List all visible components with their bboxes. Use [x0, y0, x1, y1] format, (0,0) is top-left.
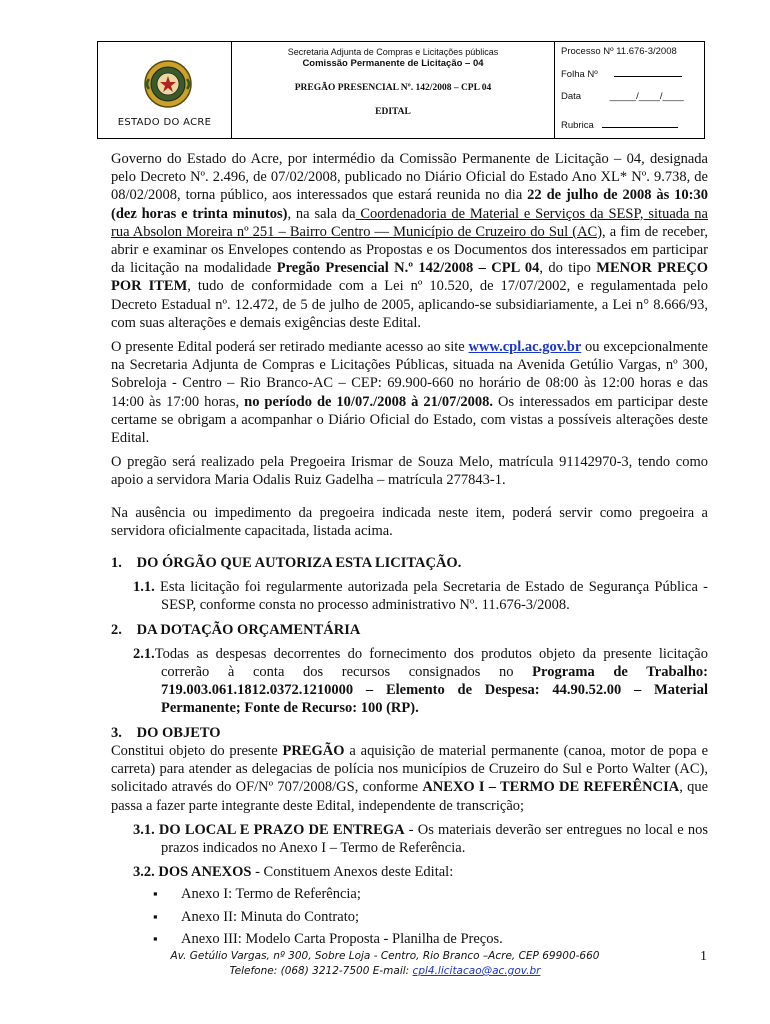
substitute-paragraph: Na ausência ou impedimento da pregoeira indicada neste item, poderá servir como pregoeira a servidora oficialmente capacitada, listada acima.	[111, 504, 708, 539]
pregoeira-paragraph: O pregão será realizado pela Pregoeira Irismar de Souza Melo, matrícula 91142970-3, tendo como apoio a servidora Maria Odalis Ruiz Gadelha – matrícula 277843-1.	[111, 454, 708, 489]
page-number: 1	[700, 949, 707, 964]
footer-address: Av. Getúlio Vargas, nº 300, Sobre Loja - Centro, Rio Branco –Acre, CEP 69900-660	[170, 950, 600, 962]
session-date: 22 de julho de 2008 às 10:30 (dez horas e trinta minutos)	[111, 187, 708, 222]
intro-paragraph: Governo do Estado do Acre, por intermédio da Comissão Permanente de Licitação – 04, designada pelo Decreto Nº. 2.496, de 07/02/2008, publicado no Diário Oficial do Estado Ano XL* Nº. 9.738, de 08/02/2008, torna público, aos interessados que estará reunida no dia 22 de julho de 2008 às 10:30 (dez horas e trinta minutos), na sala da Coordenadoria de Material e Serviços da SESP, situada na rua Absolon Moreira nº 251 – Bairro Centro — Município de Cruzeiro do Sul (AC), a fim de receber, abrir e examinar os Envelopes contendo as Propostas e os Documentos dos interessados em participar da licitação na modalidade Pregão Presencial N.º 142/2008 – CPL 04, do tipo MENOR PREÇO POR ITEM, tudo de conformidade com a Lei nº 10.520, de 17/07/2002, e regulamentada pelo Decreto Estadual nº. 12.472, de 5 de julho de 2005, aplicando-se subsidiariamente, a Lei n° 8.666/93, com suas alterações e demais exigências deste Edital.	[111, 151, 708, 331]
folha-blank	[614, 67, 682, 77]
data-blank: _____/____/____	[609, 91, 684, 102]
section-3-1: 3.1. DO LOCAL E PRAZO DE ENTREGA - Os materiais deverão ser entregues no local e nos prazos indicados no Anexo I – Termo de Referência.	[133, 821, 708, 856]
section-2-heading: 2. DA DOTAÇÃO ORÇAMENTÁRIA	[111, 621, 361, 638]
section-3-2: 3.2. DOS ANEXOS - Constituem Anexos deste Edital:	[133, 864, 454, 881]
section-1-heading: 1. DO ÓRGÃO QUE AUTORIZA ESTA LICITAÇÃO.	[111, 555, 462, 572]
list-item: ▪ Anexo III: Modelo Carta Proposta - Planilha de Preços.	[153, 930, 708, 948]
data-label: Data	[561, 91, 582, 102]
document-body	[111, 150, 708, 948]
header-control-cell	[555, 42, 704, 138]
agency-line: Secretaria Adjunta de Compras e Licitações públicas	[287, 47, 499, 57]
state-seal-icon	[143, 59, 193, 109]
rubrica-blank	[602, 118, 678, 128]
annex-reference: ANEXO I – TERMO DE REFERÊNCIA	[422, 779, 680, 796]
pregao-reference: Pregão Presencial N.º 142/2008 – CPL 04	[276, 260, 540, 277]
header-logo-cell	[98, 42, 232, 138]
document-header	[97, 41, 705, 139]
footer-email-link[interactable]: cpl4.licitacao@ac.gov.br	[412, 965, 541, 977]
edital-access-paragraph: O presente Edital poderá ser retirado mediante acesso ao site www.cpl.ac.gov.br ou excepcionalmente na Secretaria Adjunta de Compras e Licitações Públicas, situada na Avenida Getúlio Vargas, nº 300, Sobreloja - Centro – Rio Branco-AC – CEP: 69.900-660 no horário de 08:00 às 12:00 horas e das 14:00 às 17:00 horas, no período de 10/07./2008 à 21/07/2008. Os interessados em participar deste certame se obrigam a acompanhar o Diário Oficial do Estado, com vistas a possíveis alterações deste Edital.	[111, 339, 708, 447]
footer-contact: Telefone: (068) 3212-7500 E-mail: cpl4.licitacao@ac.gov.br	[229, 965, 541, 977]
tender-type: MENOR PREÇO POR ITEM	[111, 260, 708, 295]
rubrica-label: Rubrica	[561, 120, 594, 131]
header-title-cell	[232, 42, 555, 138]
pregao-line: PREGÃO PRESENCIAL Nº. 142/2008 – CPL 04	[294, 83, 492, 93]
session-location: Coordenadoria de Material e Serviços da SESP, situada na rua Absolon Moreira nº 251 – Bairro Centro — Município de Cruzeiro do Sul (AC),	[111, 205, 708, 240]
folha-field	[561, 67, 682, 80]
section-3-body: Constitui objeto do presente PREGÃO a aquisição de material permanente (canoa, motor de popa e carreta) para atender as delegacias de polícia nos municípios de Cruzeiro do Sul e Porto Walter (AC), solicitado através do OF/Nº 707/2008/GS, conforme ANEXO I – TERMO DE REFERÊNCIA, que passa a fazer parte integrante deste Edital, independente de transcrição;	[111, 742, 709, 814]
annex-list	[111, 885, 708, 948]
budget-allocation: Programa de Trabalho: 719.003.061.1812.0372.1210000 – Elemento de Despesa: 44.90.52.00 – Material Permanente; Fonte de Recurso: 100 (RP).	[161, 664, 708, 717]
folha-label: Folha Nº	[561, 69, 598, 80]
page-footer	[0, 949, 770, 979]
processo-number: Processo Nº 11.676-3/2008	[561, 46, 677, 57]
section-1-1: 1.1. Esta licitação foi regularmente autorizada pela Secretaria de Estado de Segurança Pública - SESP, conforme consta no processo administrativo Nº. 11.676-3/2008.	[133, 579, 708, 614]
list-item: ▪ Anexo I: Termo de Referência;	[153, 885, 708, 903]
section-2-1: 2.1.Todas as despesas decorrentes do fornecimento dos produtos objeto da presente licitação correrão à conta dos recursos consignados no Programa de Trabalho: 719.003.061.1812.0372.1210000 – Elemento de Despesa: 44.90.52.00 – Material Permanente; Fonte de Recurso: 100 (RP).	[133, 645, 708, 717]
section-3-heading: 3. DO OBJETO	[111, 724, 221, 741]
data-field	[561, 91, 684, 102]
list-item: ▪ Anexo II: Minuta do Contrato;	[153, 908, 708, 926]
cpl-website-link[interactable]: www.cpl.ac.gov.br	[468, 339, 582, 356]
state-label: ESTADO DO ACRE	[117, 117, 212, 128]
edital-line: EDITAL	[375, 107, 411, 117]
commission-line: Comissão Permanente de Licitação – 04	[302, 58, 484, 69]
access-period: no período de 10/07./2008 à 21/07/2008.	[244, 393, 494, 410]
rubrica-field	[561, 118, 678, 131]
